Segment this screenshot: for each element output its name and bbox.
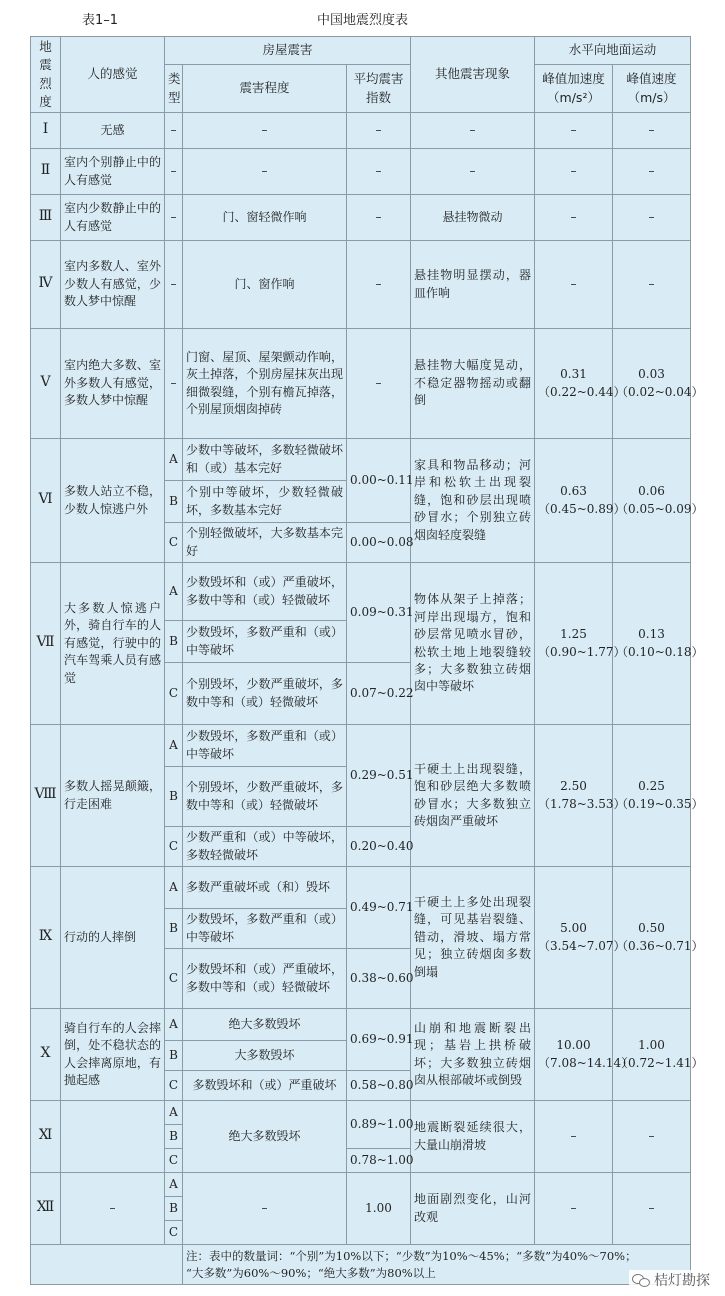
building-type: B xyxy=(165,1041,183,1071)
damage-index: 0.00~0.11 xyxy=(347,439,411,523)
building-type: B xyxy=(165,621,183,663)
vel-value: 0.25 xyxy=(638,779,665,794)
other-phenomena: 地震断裂延续很大，大量山崩滑坡 xyxy=(411,1101,535,1173)
other-phenomena: – xyxy=(411,149,535,195)
header-vel-unit: （m/s） xyxy=(627,89,676,105)
header-damage: 震害程度 xyxy=(183,65,347,113)
acc-range: （7.08~14.14） xyxy=(538,1055,634,1070)
watermark-text: 桔灯勘探 xyxy=(654,1273,710,1289)
damage-degree: 个别轻微破坏，大多数基本完好 xyxy=(183,523,347,563)
building-type: A xyxy=(165,1173,183,1197)
acc-range: （1.78~3.53） xyxy=(538,796,626,811)
header-ground: 水平向地面运动 xyxy=(535,37,691,65)
peak-velocity xyxy=(613,1009,704,1101)
peak-acceleration: – xyxy=(535,113,613,149)
vel-value: 1.00 xyxy=(638,1038,665,1053)
acc-value: 1.25 xyxy=(560,627,587,642)
note-line-2: “大多数”为60%～90%；“绝大多数”为80%以上 xyxy=(186,1265,436,1280)
table-row xyxy=(31,867,691,909)
damage-degree: 多数严重破坏或（和）毁坏 xyxy=(183,867,347,909)
acc-range: （0.45~0.89） xyxy=(538,501,626,516)
damage-degree: 大多数毁坏 xyxy=(183,1041,347,1071)
other-phenomena: – xyxy=(411,113,535,149)
vel-range: （0.72~1.41） xyxy=(616,1055,704,1070)
damage-index: – xyxy=(347,113,411,149)
peak-velocity: – xyxy=(613,149,691,195)
table-row xyxy=(31,1173,691,1197)
note-line-1: 注：表中的数量词：“个别”为10%以下；“少数”为10%～45%；“多数”为40%～70%； xyxy=(186,1248,637,1263)
vel-value: 0.50 xyxy=(638,921,665,936)
vel-range: （0.02~0.04） xyxy=(616,384,704,399)
building-type: – xyxy=(165,113,183,149)
damage-degree: 少数严重和（或）中等破坏，多数轻微破坏 xyxy=(183,827,347,867)
table-row xyxy=(31,725,691,767)
table-number: 表1–1 xyxy=(82,13,119,28)
header-house: 房屋震害 xyxy=(165,37,411,65)
intensity-level: Ⅳ xyxy=(31,241,61,329)
human-feeling: 大多数人惊逃户外，骑自行车的人有感觉，行驶中的汽车驾乘人员有感觉 xyxy=(61,563,165,725)
damage-degree: 少数毁坏，多数严重和（或）中等破坏 xyxy=(183,621,347,663)
vel-value: 0.13 xyxy=(638,627,665,642)
damage-degree: 少数毁坏和（或）严重破坏，多数中等和（或）轻微破坏 xyxy=(183,949,347,1009)
other-phenomena: 山崩和地震断裂出现；基岩上拱桥破坏；大多数独立砖烟囱从根部破坏或倒毁 xyxy=(411,1009,535,1101)
acc-value: 0.63 xyxy=(560,484,587,499)
damage-index: 1.00 xyxy=(347,1173,411,1245)
building-type: C xyxy=(165,1221,183,1245)
damage-degree: – xyxy=(183,149,347,195)
header-type: 类型 xyxy=(165,65,183,113)
acc-range: （3.54~7.07） xyxy=(538,938,626,953)
intensity-level: Ⅵ xyxy=(31,439,61,563)
table-row xyxy=(31,563,691,621)
header-acc-unit: （m/s²） xyxy=(547,89,600,105)
header-intensity: 地震烈度 xyxy=(31,37,61,113)
human-feeling: 室内个别静止中的人有感觉 xyxy=(61,149,165,195)
table-caption xyxy=(0,0,725,36)
header-vel xyxy=(613,65,691,113)
peak-velocity: – xyxy=(613,1101,691,1173)
acc-value: 2.50 xyxy=(560,779,587,794)
intensity-level: Ⅱ xyxy=(31,149,61,195)
building-type: A xyxy=(165,563,183,621)
other-phenomena: 悬挂物明显摆动，器皿作响 xyxy=(411,241,535,329)
peak-velocity: – xyxy=(613,113,691,149)
vel-range: （0.19~0.35） xyxy=(616,796,704,811)
peak-acceleration: – xyxy=(535,195,613,241)
table-row xyxy=(31,113,691,149)
intensity-level: Ⅺ xyxy=(31,1101,61,1173)
header-index: 平均震害指数 xyxy=(347,65,411,113)
damage-degree: 个别毁坏，少数严重破坏，多数中等和（或）轻微破坏 xyxy=(183,663,347,725)
table-row xyxy=(31,149,691,195)
human-feeling: – xyxy=(61,1173,165,1245)
peak-velocity: – xyxy=(613,195,691,241)
table-title: 中国地震烈度表 xyxy=(316,13,408,28)
wechat-icon xyxy=(632,1273,650,1287)
building-type: A xyxy=(165,867,183,909)
damage-degree: 少数毁坏和（或）严重破坏，多数中等和（或）轻微破坏 xyxy=(183,563,347,621)
header-acc-label: 峰值加速度 xyxy=(542,71,605,87)
building-type: – xyxy=(165,241,183,329)
table-row xyxy=(31,241,691,329)
table-row xyxy=(31,1101,691,1125)
peak-velocity xyxy=(613,563,704,725)
peak-acceleration xyxy=(535,563,626,725)
building-type: B xyxy=(165,1197,183,1221)
human-feeling: 室内少数静止中的人有感觉 xyxy=(61,195,165,241)
peak-velocity: – xyxy=(613,241,691,329)
damage-index: – xyxy=(347,195,411,241)
vel-range: （0.05~0.09） xyxy=(616,501,704,516)
human-feeling: 行动的人摔倒 xyxy=(61,867,165,1009)
peak-acceleration: – xyxy=(535,149,613,195)
damage-index: 0.89~1.00 xyxy=(347,1101,411,1149)
building-type: B xyxy=(165,767,183,827)
peak-velocity xyxy=(613,329,704,439)
damage-index: 0.20~0.40 xyxy=(347,827,411,867)
intensity-level: Ⅹ xyxy=(31,1009,61,1101)
damage-index: – xyxy=(347,149,411,195)
intensity-level: Ⅶ xyxy=(31,563,61,725)
peak-acceleration: – xyxy=(535,241,613,329)
peak-acceleration xyxy=(535,329,626,439)
other-phenomena: 悬挂物微动 xyxy=(411,195,535,241)
damage-index: 0.69~0.91 xyxy=(347,1009,411,1071)
other-phenomena: 物体从架子上掉落；河岸出现塌方，饱和砂层常见喷水冒砂，松软土地上地裂缝较多；大多数独立砖烟囱中等破坏 xyxy=(411,563,535,725)
vel-value: 0.03 xyxy=(638,367,665,382)
table-note xyxy=(183,1245,691,1285)
table-row xyxy=(31,329,691,439)
peak-acceleration xyxy=(535,1009,634,1101)
damage-index: 0.00~0.08 xyxy=(347,523,411,563)
damage-degree: – xyxy=(183,113,347,149)
peak-velocity xyxy=(613,439,704,563)
acc-range: （0.22~0.44） xyxy=(538,384,626,399)
damage-index: 0.29~0.51 xyxy=(347,725,411,827)
other-phenomena: 干硬土上多处出现裂缝，可见基岩裂缝、错动，滑坡、塌方常见；独立砖烟囱多数倒塌 xyxy=(411,867,535,1009)
vel-range: （0.10~0.18） xyxy=(616,644,704,659)
damage-degree: 个别毁坏，少数严重破坏，多数中等和（或）轻微破坏 xyxy=(183,767,347,827)
acc-value: 5.00 xyxy=(560,921,587,936)
building-type: B xyxy=(165,909,183,949)
other-phenomena: 干硬土上出现裂缝，饱和砂层绝大多数喷砂冒水；大多数独立砖烟囱严重破坏 xyxy=(411,725,535,867)
building-type: A xyxy=(165,1101,183,1125)
building-type: – xyxy=(165,195,183,241)
peak-acceleration xyxy=(535,867,626,1009)
damage-degree: 绝大多数毁坏 xyxy=(183,1101,347,1173)
damage-index: – xyxy=(347,329,411,439)
human-feeling: 室内多数人、室外少数人有感觉，少数人梦中惊醒 xyxy=(61,241,165,329)
note-row xyxy=(31,1245,691,1285)
other-phenomena: 地面剧烈变化，山河改观 xyxy=(411,1173,535,1245)
other-phenomena: 悬挂物大幅度晃动，不稳定器物摇动或翻倒 xyxy=(411,329,535,439)
intensity-level: Ⅴ xyxy=(31,329,61,439)
damage-degree: – xyxy=(183,1173,347,1245)
vel-value: 0.06 xyxy=(638,484,665,499)
damage-degree: 少数中等破坏，多数轻微破坏和（或）基本完好 xyxy=(183,439,347,481)
damage-index: 0.38~0.60 xyxy=(347,949,411,1009)
damage-degree: 门、窗轻微作响 xyxy=(183,195,347,241)
header-acc xyxy=(535,65,613,113)
building-type: C xyxy=(165,827,183,867)
header-row-1 xyxy=(31,37,691,65)
header-vel-label: 峰值速度 xyxy=(626,71,677,87)
damage-index: 0.49~0.71 xyxy=(347,867,411,949)
human-feeling: 多数人站立不稳，少数人惊逃户外 xyxy=(61,439,165,563)
table-row xyxy=(31,439,691,481)
building-type: C xyxy=(165,1071,183,1101)
intensity-level: Ⅻ xyxy=(31,1173,61,1245)
intensity-level: Ⅲ xyxy=(31,195,61,241)
building-type: B xyxy=(165,481,183,523)
damage-degree: 多数毁坏和（或）严重破坏 xyxy=(183,1071,347,1101)
building-type: C xyxy=(165,949,183,1009)
building-type: A xyxy=(165,439,183,481)
damage-index: 0.07~0.22 xyxy=(347,663,411,725)
damage-degree: 个别中等破坏，少数轻微破坏，多数基本完好 xyxy=(183,481,347,523)
building-type: C xyxy=(165,1149,183,1173)
peak-velocity xyxy=(613,867,704,1009)
intensity-level: Ⅰ xyxy=(31,113,61,149)
peak-velocity: – xyxy=(613,1173,691,1245)
building-type: C xyxy=(165,663,183,725)
building-type: B xyxy=(165,1125,183,1149)
table-row xyxy=(31,195,691,241)
damage-index: – xyxy=(347,241,411,329)
human-feeling: 无感 xyxy=(61,113,165,149)
peak-acceleration xyxy=(535,725,626,867)
other-phenomena: 家具和物品移动；河岸和松软土出现裂缝，饱和砂层出现喷砂冒水；个别独立砖烟囱轻度裂缝 xyxy=(411,439,535,563)
building-type: – xyxy=(165,329,183,439)
header-human: 人的感觉 xyxy=(61,37,165,113)
vel-range: （0.36~0.71） xyxy=(616,938,704,953)
building-type: A xyxy=(165,725,183,767)
peak-acceleration xyxy=(535,439,626,563)
human-feeling: 骑自行车的人会摔倒，处不稳状态的人会摔离原地，有抛起感 xyxy=(61,1009,165,1101)
human-feeling: 室内绝大多数、室外多数人有感觉，多数人梦中惊醒 xyxy=(61,329,165,439)
human-feeling xyxy=(61,1101,165,1173)
damage-index: 0.09~0.31 xyxy=(347,563,411,663)
peak-velocity xyxy=(613,725,704,867)
watermark xyxy=(629,1270,713,1290)
peak-acceleration: – xyxy=(535,1101,613,1173)
damage-degree: 门窗、屋顶、屋架颤动作响，灰土掉落，个别房屋抹灰出现细微裂缝，个别有檐瓦掉落，个别屋顶烟囱掉砖 xyxy=(183,329,347,439)
note-spacer xyxy=(31,1245,183,1285)
damage-index: 0.58~0.80 xyxy=(347,1071,411,1101)
human-feeling: 多数人摇晃颠簸，行走困难 xyxy=(61,725,165,867)
building-type: A xyxy=(165,1009,183,1041)
peak-acceleration: – xyxy=(535,1173,613,1245)
acc-range: （0.90~1.77） xyxy=(538,644,626,659)
damage-degree: 少数毁坏，多数严重和（或）中等破坏 xyxy=(183,909,347,949)
damage-index: 0.78~1.00 xyxy=(347,1149,411,1173)
building-type: – xyxy=(165,149,183,195)
damage-degree: 门、窗作响 xyxy=(183,241,347,329)
building-type: C xyxy=(165,523,183,563)
intensity-level: Ⅷ xyxy=(31,725,61,867)
damage-degree: 少数毁坏，多数严重和（或）中等破坏 xyxy=(183,725,347,767)
table-row xyxy=(31,1009,691,1041)
intensity-level: Ⅸ xyxy=(31,867,61,1009)
header-other: 其他震害现象 xyxy=(411,37,535,113)
acc-value: 10.00 xyxy=(556,1038,591,1053)
acc-value: 0.31 xyxy=(560,367,587,382)
damage-degree: 绝大多数毁坏 xyxy=(183,1009,347,1041)
